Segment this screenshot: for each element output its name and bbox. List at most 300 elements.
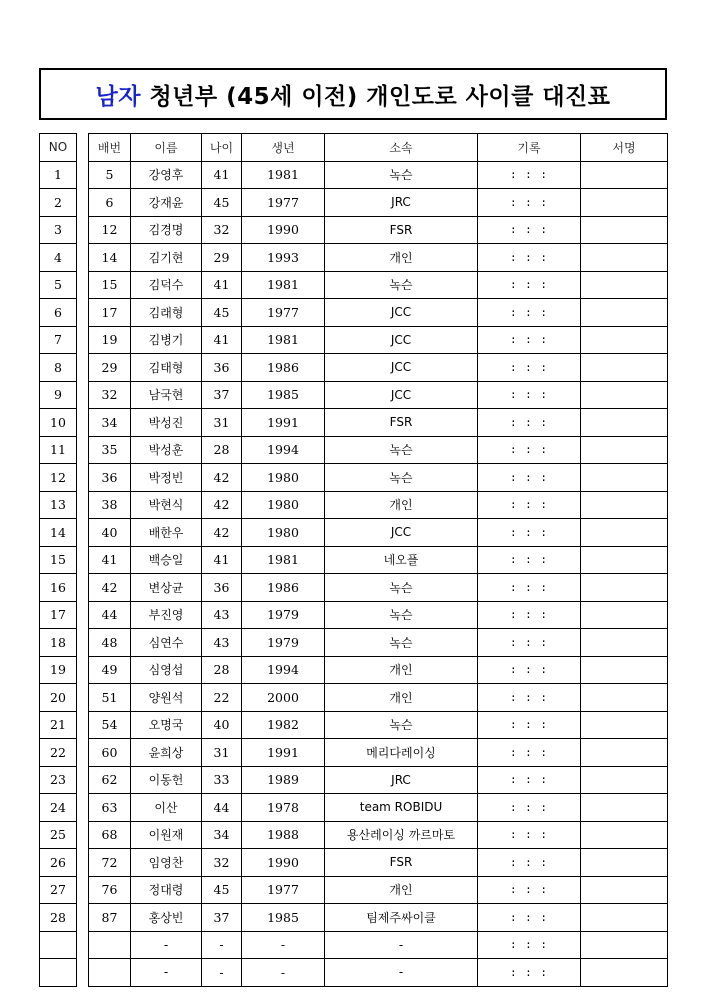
number-row	[40, 381, 77, 409]
birth-cell: 1982	[242, 711, 325, 739]
record-cell: : : :	[478, 326, 581, 354]
birth-cell: 1980	[242, 491, 325, 519]
sign-cell[interactable]	[581, 546, 668, 574]
name-cell: -	[131, 931, 202, 959]
team-cell: 개인	[325, 244, 478, 272]
sign-cell[interactable]	[581, 491, 668, 519]
header-team: 소속	[325, 134, 478, 162]
number-row	[40, 354, 77, 382]
birth-cell: 1988	[242, 821, 325, 849]
name-cell: 박성진	[131, 409, 202, 437]
birth-cell: 1991	[242, 739, 325, 767]
number-row	[40, 931, 77, 959]
name-cell: 윤희상	[131, 739, 202, 767]
record-cell: : : :	[478, 739, 581, 767]
number-row	[40, 546, 77, 574]
table-row	[89, 436, 668, 464]
name-cell: 김래형	[131, 299, 202, 327]
age-cell: 31	[202, 409, 242, 437]
sign-cell[interactable]	[581, 299, 668, 327]
record-cell: : : :	[478, 684, 581, 712]
age-cell: 42	[202, 491, 242, 519]
header-birth: 생년	[242, 134, 325, 162]
bib-cell: 17	[89, 299, 131, 327]
team-cell: FSR	[325, 409, 478, 437]
bib-cell: 12	[89, 216, 131, 244]
age-cell: 37	[202, 904, 242, 932]
record-cell: : : :	[478, 436, 581, 464]
age-cell: 41	[202, 326, 242, 354]
record-cell: : : :	[478, 574, 581, 602]
no-cell: 8	[40, 354, 77, 382]
table-row	[89, 876, 668, 904]
bib-cell: 14	[89, 244, 131, 272]
record-cell: : : :	[478, 244, 581, 272]
number-row	[40, 519, 77, 547]
name-cell: 홍상빈	[131, 904, 202, 932]
team-cell: 녹슨	[325, 161, 478, 189]
team-cell: FSR	[325, 849, 478, 877]
team-cell: FSR	[325, 216, 478, 244]
table-row	[89, 656, 668, 684]
bib-cell: 87	[89, 904, 131, 932]
title-text: 청년부 (45세 이전) 개인도로 사이클 대진표	[149, 83, 611, 110]
number-row	[40, 464, 77, 492]
record-cell: : : :	[478, 849, 581, 877]
sign-cell[interactable]	[581, 876, 668, 904]
birth-cell: 1977	[242, 299, 325, 327]
number-row	[40, 821, 77, 849]
number-row	[40, 271, 77, 299]
team-cell: JCC	[325, 299, 478, 327]
name-cell: 부진영	[131, 601, 202, 629]
birth-cell: -	[242, 959, 325, 987]
birth-cell: 1985	[242, 904, 325, 932]
age-cell: -	[202, 931, 242, 959]
name-cell: 심연수	[131, 629, 202, 657]
team-cell: 개인	[325, 491, 478, 519]
no-cell: 25	[40, 821, 77, 849]
name-cell: 임영찬	[131, 849, 202, 877]
bib-cell: 76	[89, 876, 131, 904]
record-cell: : : :	[478, 519, 581, 547]
team-cell: JCC	[325, 326, 478, 354]
name-cell: 배한우	[131, 519, 202, 547]
no-cell: 5	[40, 271, 77, 299]
no-cell: 4	[40, 244, 77, 272]
record-cell: : : :	[478, 711, 581, 739]
birth-cell: 1989	[242, 766, 325, 794]
sign-cell[interactable]	[581, 354, 668, 382]
name-cell: 변상균	[131, 574, 202, 602]
team-cell: -	[325, 931, 478, 959]
team-cell: 네오플	[325, 546, 478, 574]
number-row	[40, 574, 77, 602]
no-cell: 24	[40, 794, 77, 822]
number-row	[40, 656, 77, 684]
number-row	[40, 959, 77, 987]
age-cell: 36	[202, 354, 242, 382]
sign-cell[interactable]	[581, 436, 668, 464]
record-cell: : : :	[478, 904, 581, 932]
birth-cell: 1990	[242, 216, 325, 244]
bracket-table-body	[89, 161, 668, 986]
age-cell: 32	[202, 849, 242, 877]
name-cell: 남국현	[131, 381, 202, 409]
name-cell: 김경명	[131, 216, 202, 244]
no-cell: 15	[40, 546, 77, 574]
sign-cell[interactable]	[581, 519, 668, 547]
team-cell: JRC	[325, 189, 478, 217]
header-age: 나이	[202, 134, 242, 162]
birth-cell: 1977	[242, 876, 325, 904]
table-header-row	[89, 134, 668, 162]
sign-cell[interactable]	[581, 574, 668, 602]
bib-cell: 51	[89, 684, 131, 712]
table-row	[89, 244, 668, 272]
bib-cell	[89, 959, 131, 987]
no-cell: 16	[40, 574, 77, 602]
age-cell: -	[202, 959, 242, 987]
number-row	[40, 161, 77, 189]
no-cell: 13	[40, 491, 77, 519]
bib-cell: 63	[89, 794, 131, 822]
record-cell: : : :	[478, 299, 581, 327]
sign-cell[interactable]	[581, 711, 668, 739]
sign-cell[interactable]	[581, 959, 668, 987]
header-sign: 서명	[581, 134, 668, 162]
record-cell: : : :	[478, 464, 581, 492]
record-cell: : : :	[478, 409, 581, 437]
team-cell: JCC	[325, 354, 478, 382]
no-cell: 22	[40, 739, 77, 767]
no-cell: 28	[40, 904, 77, 932]
number-row	[40, 436, 77, 464]
name-cell: -	[131, 959, 202, 987]
table-row	[89, 711, 668, 739]
header-bib: 배번	[89, 134, 131, 162]
bracket-table	[88, 133, 668, 987]
bib-cell: 54	[89, 711, 131, 739]
team-cell: 개인	[325, 656, 478, 684]
name-cell: 강영후	[131, 161, 202, 189]
title-accent: 남자	[95, 83, 141, 110]
sign-cell[interactable]	[581, 464, 668, 492]
number-row	[40, 794, 77, 822]
table-row	[89, 959, 668, 987]
team-cell: 메리다레이싱	[325, 739, 478, 767]
record-cell: : : :	[478, 959, 581, 987]
bib-cell: 36	[89, 464, 131, 492]
page-title	[39, 68, 667, 120]
sign-cell[interactable]	[581, 326, 668, 354]
table-row	[89, 684, 668, 712]
name-cell: 김태형	[131, 354, 202, 382]
bib-cell: 42	[89, 574, 131, 602]
sign-cell[interactable]	[581, 904, 668, 932]
team-cell: JCC	[325, 519, 478, 547]
bib-cell: 68	[89, 821, 131, 849]
birth-cell: 1981	[242, 161, 325, 189]
no-cell: 26	[40, 849, 77, 877]
table-row	[89, 354, 668, 382]
bib-cell: 49	[89, 656, 131, 684]
age-cell: 43	[202, 601, 242, 629]
age-cell: 45	[202, 876, 242, 904]
no-cell: 19	[40, 656, 77, 684]
header-no: NO	[40, 134, 77, 162]
name-cell: 백승일	[131, 546, 202, 574]
table-row	[89, 519, 668, 547]
name-cell: 심영섭	[131, 656, 202, 684]
number-row	[40, 629, 77, 657]
bib-cell: 29	[89, 354, 131, 382]
bib-cell	[89, 931, 131, 959]
team-cell: team ROBIDU	[325, 794, 478, 822]
table-row	[89, 381, 668, 409]
record-cell: : : :	[478, 766, 581, 794]
birth-cell: 1979	[242, 601, 325, 629]
table-row	[89, 794, 668, 822]
birth-cell: 1990	[242, 849, 325, 877]
number-row	[40, 326, 77, 354]
age-cell: 41	[202, 161, 242, 189]
sign-cell[interactable]	[581, 849, 668, 877]
sign-cell[interactable]	[581, 409, 668, 437]
table-row	[89, 299, 668, 327]
name-cell: 이산	[131, 794, 202, 822]
birth-cell: 1994	[242, 656, 325, 684]
name-cell: 이원재	[131, 821, 202, 849]
record-cell: : : :	[478, 354, 581, 382]
team-cell: 개인	[325, 684, 478, 712]
no-cell: 10	[40, 409, 77, 437]
no-cell: 12	[40, 464, 77, 492]
no-cell: 9	[40, 381, 77, 409]
number-column-body	[40, 161, 77, 986]
birth-cell: 1978	[242, 794, 325, 822]
age-cell: 22	[202, 684, 242, 712]
no-cell: 6	[40, 299, 77, 327]
record-cell: : : :	[478, 546, 581, 574]
record-cell: : : :	[478, 629, 581, 657]
team-cell: 팀제주싸이클	[325, 904, 478, 932]
sign-cell[interactable]	[581, 739, 668, 767]
no-cell: 23	[40, 766, 77, 794]
sign-cell[interactable]	[581, 766, 668, 794]
table-row	[89, 739, 668, 767]
name-cell: 김병기	[131, 326, 202, 354]
bib-cell: 34	[89, 409, 131, 437]
record-cell: : : :	[478, 601, 581, 629]
sign-cell[interactable]	[581, 216, 668, 244]
record-cell: : : :	[478, 794, 581, 822]
no-cell	[40, 959, 77, 987]
no-cell: 18	[40, 629, 77, 657]
sign-cell[interactable]	[581, 381, 668, 409]
number-row	[40, 739, 77, 767]
no-cell: 7	[40, 326, 77, 354]
birth-cell: 2000	[242, 684, 325, 712]
age-cell: 33	[202, 766, 242, 794]
sign-cell[interactable]	[581, 821, 668, 849]
bib-cell: 35	[89, 436, 131, 464]
bib-cell: 41	[89, 546, 131, 574]
birth-cell: 1986	[242, 574, 325, 602]
table-row	[89, 189, 668, 217]
age-cell: 28	[202, 436, 242, 464]
bib-cell: 38	[89, 491, 131, 519]
age-cell: 44	[202, 794, 242, 822]
team-cell: 개인	[325, 876, 478, 904]
age-cell: 29	[202, 244, 242, 272]
table-row	[89, 326, 668, 354]
record-cell: : : :	[478, 271, 581, 299]
team-cell: -	[325, 959, 478, 987]
record-cell: : : :	[478, 821, 581, 849]
table-row	[89, 766, 668, 794]
name-cell: 정대령	[131, 876, 202, 904]
bib-cell: 5	[89, 161, 131, 189]
number-row	[40, 189, 77, 217]
table-row	[89, 904, 668, 932]
record-cell: : : :	[478, 876, 581, 904]
table-row	[89, 161, 668, 189]
bib-cell: 62	[89, 766, 131, 794]
record-cell: : : :	[478, 189, 581, 217]
team-cell: 녹슨	[325, 711, 478, 739]
record-cell: : : :	[478, 381, 581, 409]
age-cell: 31	[202, 739, 242, 767]
bib-cell: 60	[89, 739, 131, 767]
name-cell: 박현식	[131, 491, 202, 519]
age-cell: 45	[202, 189, 242, 217]
birth-cell: 1980	[242, 464, 325, 492]
birth-cell: 1991	[242, 409, 325, 437]
number-row	[40, 299, 77, 327]
birth-cell: 1985	[242, 381, 325, 409]
age-cell: 28	[202, 656, 242, 684]
bib-cell: 32	[89, 381, 131, 409]
number-row	[40, 216, 77, 244]
team-cell: 녹슨	[325, 574, 478, 602]
sign-cell[interactable]	[581, 684, 668, 712]
team-cell: 용산레이싱 까르마토	[325, 821, 478, 849]
bib-cell: 15	[89, 271, 131, 299]
number-row	[40, 244, 77, 272]
record-cell: : : :	[478, 216, 581, 244]
name-cell: 김기현	[131, 244, 202, 272]
birth-cell: 1994	[242, 436, 325, 464]
age-cell: 37	[202, 381, 242, 409]
number-row	[40, 766, 77, 794]
name-cell: 강재윤	[131, 189, 202, 217]
bib-cell: 6	[89, 189, 131, 217]
team-cell: 녹슨	[325, 629, 478, 657]
birth-cell: 1980	[242, 519, 325, 547]
header-name: 이름	[131, 134, 202, 162]
bib-cell: 72	[89, 849, 131, 877]
number-row	[40, 849, 77, 877]
no-cell: 3	[40, 216, 77, 244]
no-cell: 2	[40, 189, 77, 217]
sign-cell[interactable]	[581, 161, 668, 189]
table-row	[89, 601, 668, 629]
name-cell: 박정빈	[131, 464, 202, 492]
table-row	[89, 271, 668, 299]
number-row	[40, 601, 77, 629]
birth-cell: 1993	[242, 244, 325, 272]
name-cell: 박성훈	[131, 436, 202, 464]
age-cell: 43	[202, 629, 242, 657]
no-cell: 1	[40, 161, 77, 189]
no-cell: 17	[40, 601, 77, 629]
record-cell: : : :	[478, 656, 581, 684]
number-row	[40, 711, 77, 739]
sign-cell[interactable]	[581, 601, 668, 629]
table-row	[89, 849, 668, 877]
no-cell	[40, 931, 77, 959]
table-row	[89, 931, 668, 959]
no-cell: 11	[40, 436, 77, 464]
no-cell: 14	[40, 519, 77, 547]
name-cell: 김덕수	[131, 271, 202, 299]
team-cell: 녹슨	[325, 436, 478, 464]
number-column-table	[39, 133, 77, 987]
team-cell: 녹슨	[325, 271, 478, 299]
table-row	[89, 464, 668, 492]
table-row	[89, 546, 668, 574]
bib-cell: 48	[89, 629, 131, 657]
name-cell: 이동헌	[131, 766, 202, 794]
sign-cell[interactable]	[581, 629, 668, 657]
number-row	[40, 684, 77, 712]
table-row	[89, 216, 668, 244]
table-row	[89, 491, 668, 519]
birth-cell: 1981	[242, 271, 325, 299]
birth-cell: 1977	[242, 189, 325, 217]
bib-cell: 19	[89, 326, 131, 354]
no-cell: 21	[40, 711, 77, 739]
sign-cell[interactable]	[581, 656, 668, 684]
age-cell: 41	[202, 546, 242, 574]
number-row	[40, 409, 77, 437]
table-row	[89, 821, 668, 849]
table-row	[89, 629, 668, 657]
sign-cell[interactable]	[581, 794, 668, 822]
age-cell: 45	[202, 299, 242, 327]
sign-cell[interactable]	[581, 931, 668, 959]
no-cell: 20	[40, 684, 77, 712]
sign-cell[interactable]	[581, 271, 668, 299]
name-cell: 양원석	[131, 684, 202, 712]
age-cell: 34	[202, 821, 242, 849]
bib-cell: 40	[89, 519, 131, 547]
number-row	[40, 876, 77, 904]
sign-cell[interactable]	[581, 189, 668, 217]
header-record: 기록	[478, 134, 581, 162]
number-row	[40, 491, 77, 519]
team-cell: 녹슨	[325, 601, 478, 629]
table-row	[89, 574, 668, 602]
number-row	[40, 904, 77, 932]
table-row	[89, 409, 668, 437]
no-cell: 27	[40, 876, 77, 904]
name-cell: 오명국	[131, 711, 202, 739]
birth-cell: 1979	[242, 629, 325, 657]
team-cell: JRC	[325, 766, 478, 794]
sign-cell[interactable]	[581, 244, 668, 272]
